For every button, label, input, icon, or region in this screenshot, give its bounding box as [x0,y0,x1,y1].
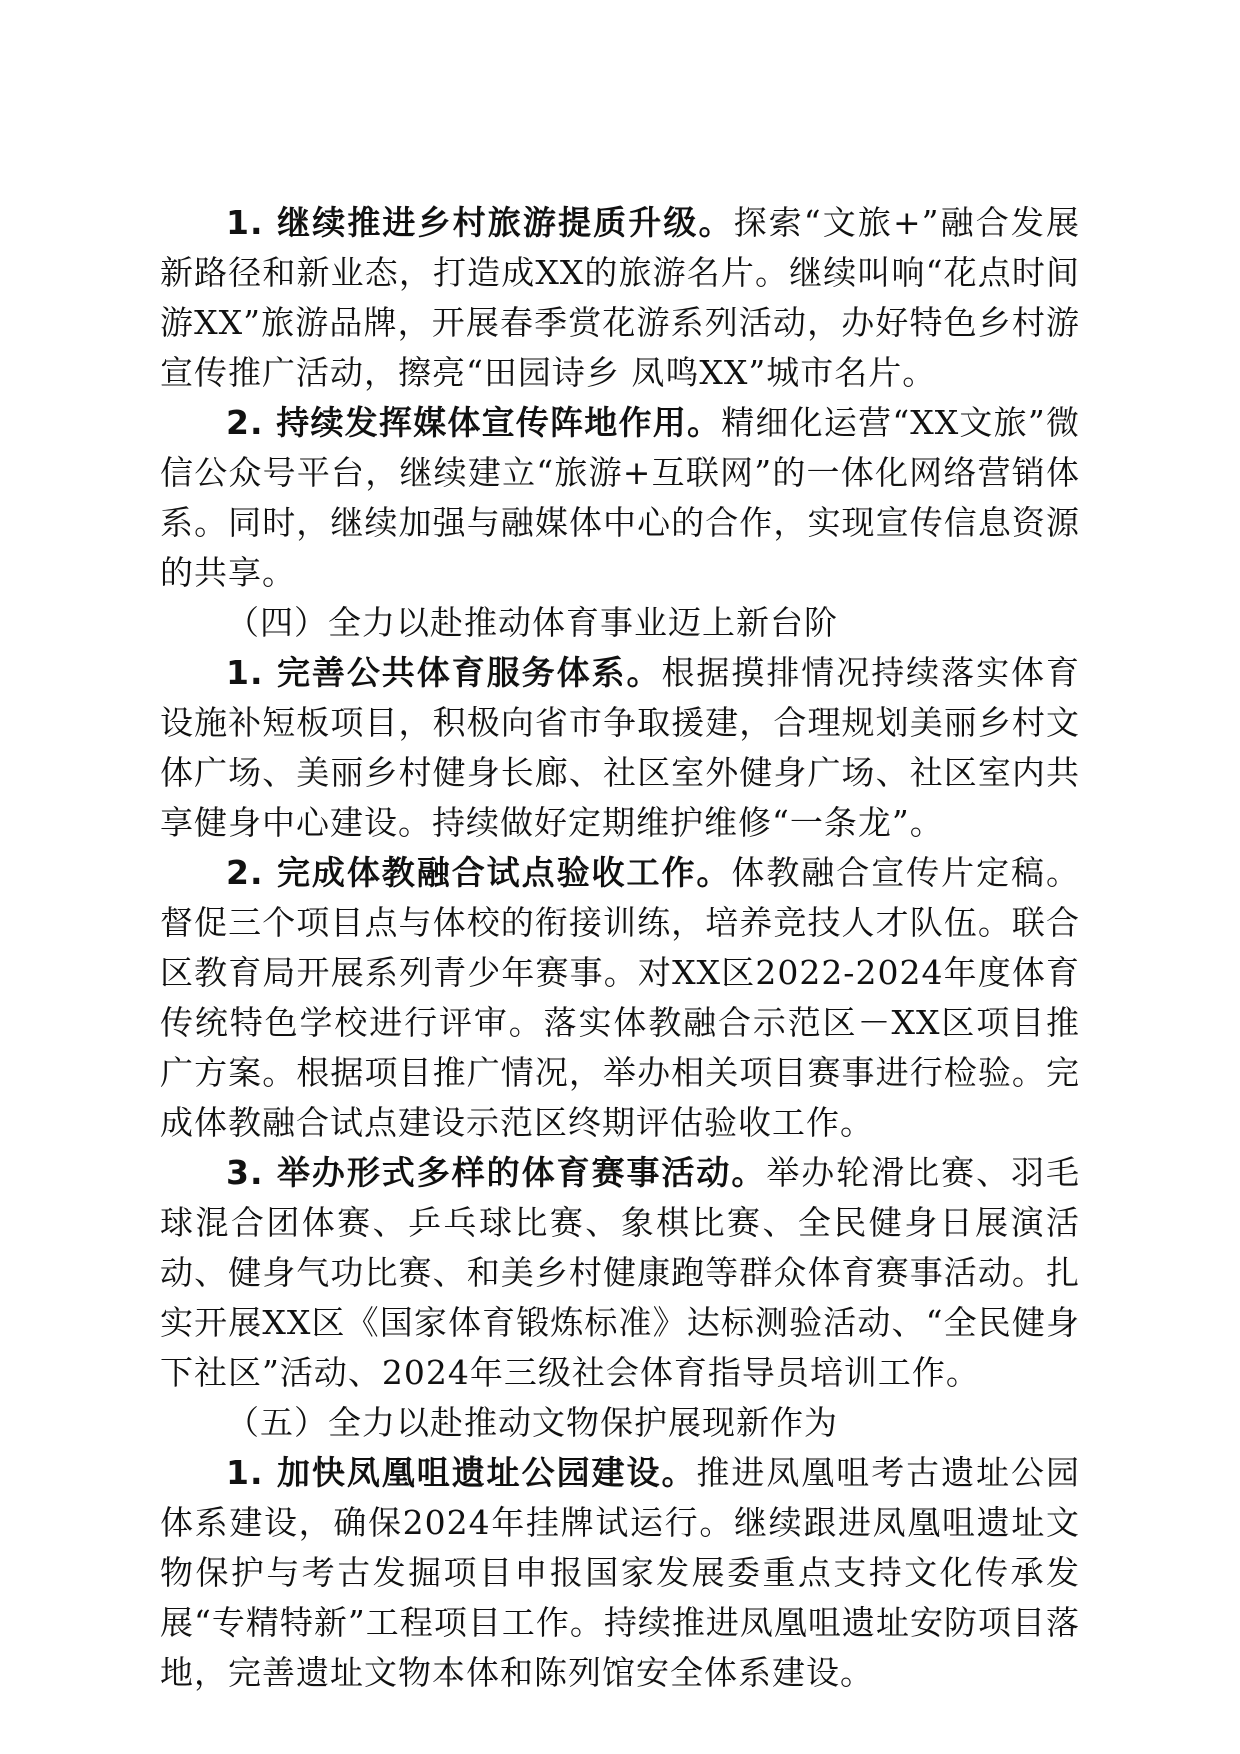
paragraph-lead: 1. 加快凤凰咀遗址公园建设。 [226,1453,697,1492]
paragraph-rural-tourism [160,198,1080,398]
paragraph-body: 体教融合宣传片定稿。督促三个项目点与体校的衔接训练，培养竞技人才队伍。联合区教育局开展系列青少年赛事。对XX区2022-2024年度体育传统特色学校进行评审。落实体教融合示范区－XX区项目推广方案。根据项目推广情况，举办相关项目赛事进行检验。完成体教融合试点建设示范区终期评估验收工作。 [160,853,1080,1142]
paragraph-media-promotion [160,398,1080,598]
section-heading-sports: （四）全力以赴推动体育事业迈上新台阶 [226,603,838,642]
paragraph-heritage-park [160,1448,1080,1698]
paragraph-lead: 1. 完善公共体育服务体系。 [226,653,662,692]
paragraph-body: 精细化运营“XX文旅”微信公众号平台，继续建立“旅游+互联网”的一体化网络营销体系。同时，继续加强与融媒体中心的合作，实现宣传信息资源的共享。 [160,403,1080,592]
section-heading-heritage: （五）全力以赴推动文物保护展现新作为 [226,1403,838,1442]
paragraph-sports-events [160,1148,1080,1398]
paragraph-sports-education [160,848,1080,1148]
paragraph-body: 探索“文旅+”融合发展新路径和新业态，打造成XX的旅游名片。继续叫响“花点时间游XX”旅游品牌，开展春季赏花游系列活动，办好特色乡村游宣传推广活动，擦亮“田园诗乡 凤鸣XX”城市名片。 [160,203,1080,392]
document-page [160,198,1080,1698]
paragraph-lead: 2. 完成体教融合试点验收工作。 [226,853,732,892]
paragraph-lead: 1. 继续推进乡村旅游提质升级。 [226,203,734,242]
paragraph-lead: 3. 举办形式多样的体育赛事活动。 [226,1153,767,1192]
paragraph-body: 推进凤凰咀考古遗址公园体系建设，确保2024年挂牌试运行。继续跟进凤凰咀遗址文物保护与考古发掘项目申报国家发展委重点支持文化传承发展“专精特新”工程项目工作。持续推进凤凰咀遗址安防项目落地，完善遗址文物本体和陈列馆安全体系建设。 [160,1453,1080,1692]
paragraph-body: 举办轮滑比赛、羽毛球混合团体赛、乒乓球比赛、象棋比赛、全民健身日展演活动、健身气功比赛、和美乡村健康跑等群众体育赛事活动。扎实开展XX区《国家体育锻炼标准》达标测验活动、“全民健身下社区”活动、2024年三级社会体育指导员培训工作。 [160,1153,1080,1392]
paragraph-body: 根据摸排情况持续落实体育设施补短板项目，积极向省市争取援建，合理规划美丽乡村文体广场、美丽乡村健身长廊、社区室外健身广场、社区室内共享健身中心建设。持续做好定期维护维修“一条龙”。 [160,653,1080,842]
paragraph-lead: 2. 持续发挥媒体宣传阵地作用。 [226,403,722,442]
paragraph-public-sports-service [160,648,1080,848]
